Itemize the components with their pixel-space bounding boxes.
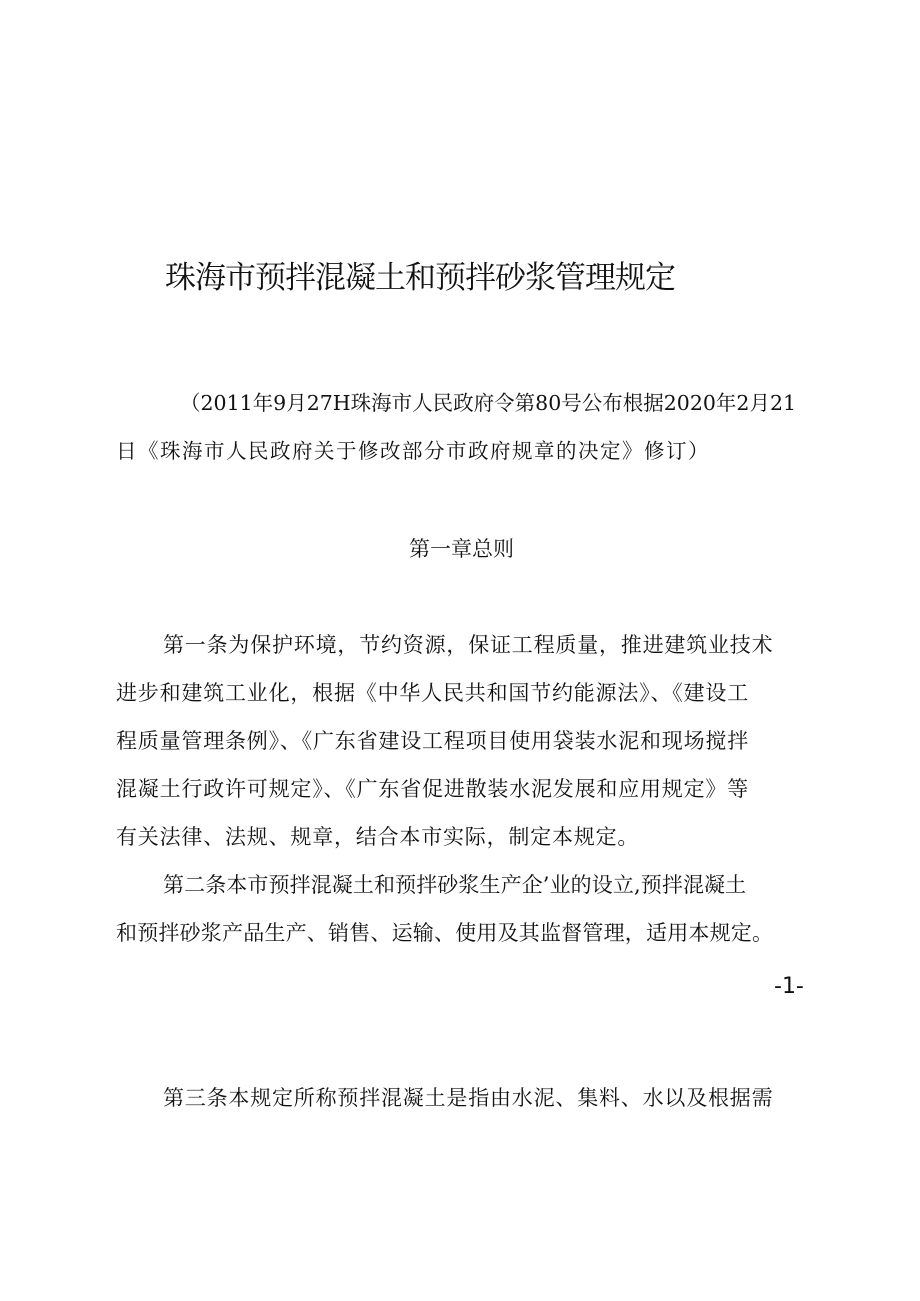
next-page-line-1: 第三条本规定所称预拌混凝土是指由水泥、集料、水以及根据需 bbox=[163, 1086, 774, 1110]
body-line-3: 程质量管理条例》、《广东省建设工程项目使用袋装水泥和现场搅拌 bbox=[116, 729, 749, 753]
body-line-4: 混凝土行政许可规定》、《广东省促进散装水泥发展和应用规定》等 bbox=[116, 777, 749, 801]
chapter-heading: 第一章总则 bbox=[409, 537, 514, 561]
body-line-7: 和预拌砂浆产品生产、销售、运输、使用及其监督管理，适用本规定。 bbox=[116, 921, 774, 945]
page-number: -1- bbox=[774, 974, 804, 999]
body-line-5: 有关法律、法规、规章，结合本市实际，制定本规定。 bbox=[116, 825, 640, 849]
document-title: 珠海市预拌混凝土和预拌砂浆管理规定 bbox=[165, 260, 675, 296]
subtitle-line-2: 日《珠海市人民政府关于修改部分市政府规章的决定》修订） bbox=[116, 439, 710, 463]
subtitle-line-1: （2011年9月27H珠海市人民政府令第80号公布根据2020年2月21 bbox=[180, 391, 797, 415]
body-line-6: 第二条本市预拌混凝土和预拌砂浆生产企’业的设立,预拌混凝土 bbox=[163, 873, 747, 897]
body-line-1: 第一条为保护环境，节约资源，保证工程质量，推进建筑业技术 bbox=[163, 633, 774, 657]
body-line-2: 进步和建筑工业化，根据《中华人民共和国节约能源法》、《建设工 bbox=[116, 681, 749, 705]
